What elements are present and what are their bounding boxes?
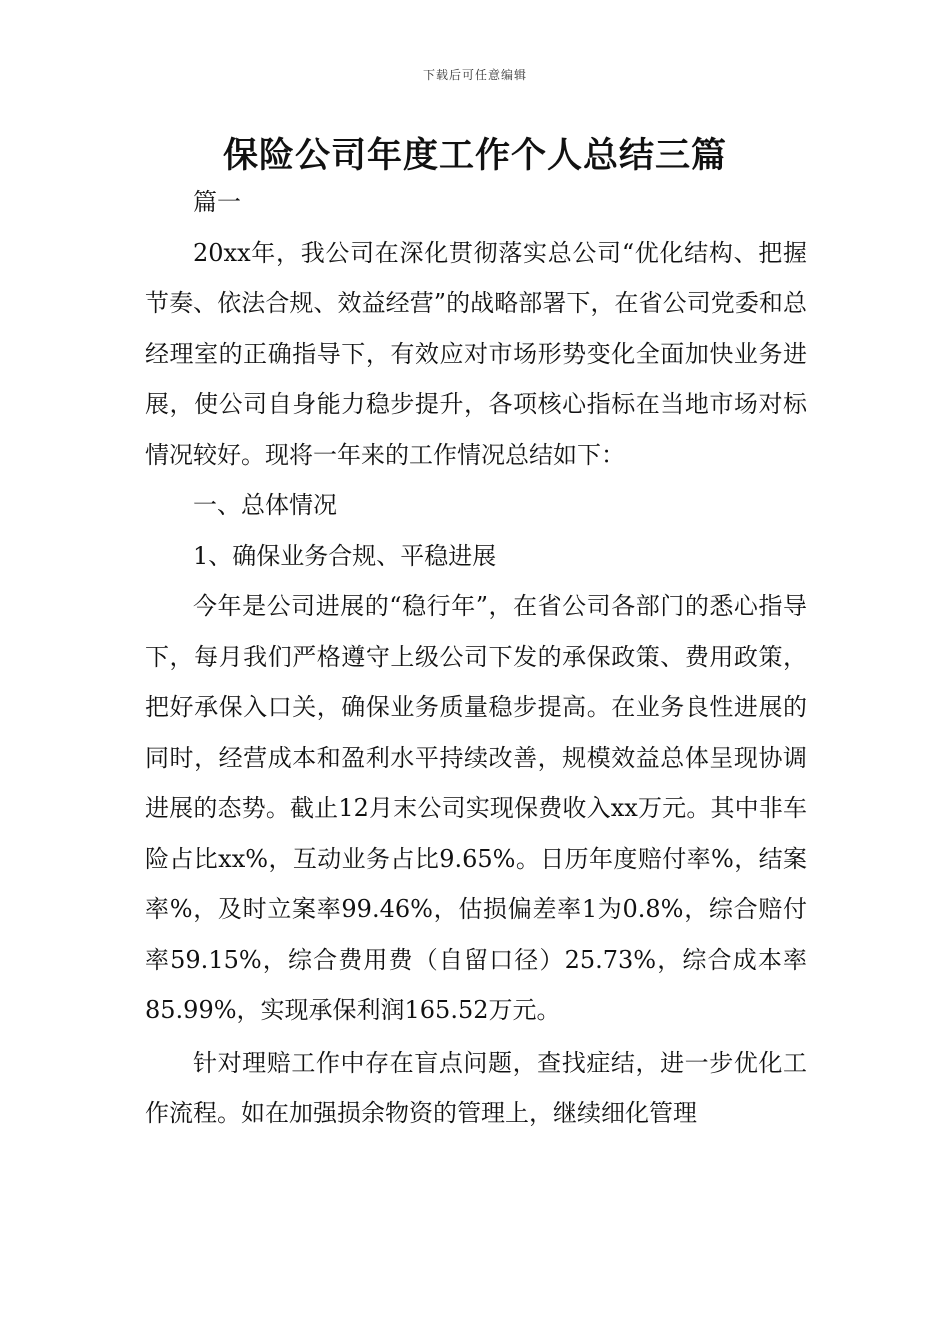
intro-paragraph: 20xx年，我公司在深化贯彻落实总公司“优化结构、把握节奏、依法合规、效益经营”的战略部署下，在省公司党委和总经理室的正确指导下，有效应对市场形势变化全面加快业务进展，使公司自身能力稳步提升，各项核心指标在当地市场对标情况较好。现将一年来的工作情况总结如下： <box>145 238 807 469</box>
body-paragraph: 针对理赔工作中存在盲点问题，查找症结，进一步优化工作流程。如在加强损余物资的管理上，继续细化管理 <box>145 1048 807 1127</box>
subsection-heading: 1、确保业务合规、平稳进展 <box>193 541 497 570</box>
body-paragraph: 今年是公司进展的“稳行年”，在省公司各部门的悉心指导下，每月我们严格遵守上级公司下发的承保政策、费用政策，把好承保入口关，确保业务质量稳步提高。在业务良性进展的同时，经营成本和盈利水平持续改善，规模效益总体呈现协调进展的态势。截止12月末公司实现保费收入xx万元。其中非车险占比xx%，互动业务占比9.65%。日历年度赔付率%，结案率%，及时立案率99.46%，估损偏差率1为0.8%，综合赔付率59.15%，综合费用费（自留口径）25.73%，综合成本率85.99%，实现承保利润165.52万元。 <box>145 592 807 1024</box>
document-body <box>145 177 807 1139</box>
section-label: 篇一 <box>193 188 241 216</box>
section-heading: 一、总体情况 <box>193 491 337 519</box>
page-header-note: 下载后可任意编辑 <box>422 68 527 82</box>
document-title: 保险公司年度工作个人总结三篇 <box>222 135 727 176</box>
